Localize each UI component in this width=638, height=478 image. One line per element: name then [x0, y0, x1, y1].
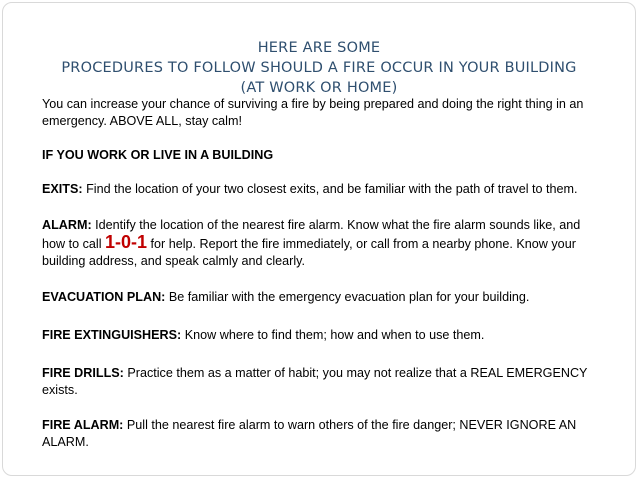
exits-text: Find the location of your two closest exits, and be familiar with the path of travel to them.: [82, 182, 578, 196]
fire-extinguishers-label: FIRE EXTINGUISHERS:: [42, 328, 182, 342]
fire-alarm-text: Pull the nearest fire alarm to warn others of the fire danger; NEVER IGNORE AN ALARM.: [42, 418, 577, 449]
emergency-number: 1-0-1: [105, 232, 148, 252]
slide-body: [42, 96, 602, 451]
alarm-item: [42, 217, 602, 270]
fire-drills-text: Practice them as a matter of habit; you may not realize that a REAL EMERGENCY exists.: [42, 366, 588, 397]
slide-title: [20, 38, 618, 98]
fire-alarm-item: [42, 417, 602, 451]
alarm-label: ALARM:: [42, 218, 92, 232]
fire-drills-label: FIRE DRILLS:: [42, 366, 124, 380]
fire-extinguishers-item: [42, 327, 602, 344]
exits-item: [42, 181, 602, 198]
title-line-3: (AT WORK OR HOME): [240, 80, 398, 96]
fire-alarm-label: FIRE ALARM:: [42, 418, 124, 432]
evacuation-plan-text: Be familiar with the emergency evacuation plan for your building.: [165, 290, 530, 304]
exits-label: EXITS:: [42, 182, 83, 196]
evacuation-plan-label: EVACUATION PLAN:: [42, 290, 166, 304]
fire-extinguishers-text: Know where to find them; how and when to use them.: [181, 328, 485, 342]
fire-drills-item: [42, 365, 602, 399]
section-heading: IF YOU WORK OR LIVE IN A BUILDING: [42, 148, 274, 162]
title-line-1: HERE ARE SOME: [257, 40, 381, 56]
alarm-text-before: Identify the location of the nearest fire alarm. Know what the fire alarm sounds like, and how to call: [42, 218, 581, 251]
evacuation-plan-item: [42, 289, 602, 306]
alarm-text-after: for help. Report the fire immediately, or call from a nearby phone. Know your building address, and speak calmly and clearly.: [42, 237, 576, 268]
intro-paragraph: You can increase your chance of surviving a fire by being prepared and doing the right thing in an emergency. ABOVE ALL, stay calm!: [42, 97, 584, 128]
title-line-2: PROCEDURES TO FOLLOW SHOULD A FIRE OCCUR IN YOUR BUILDING: [61, 60, 577, 76]
